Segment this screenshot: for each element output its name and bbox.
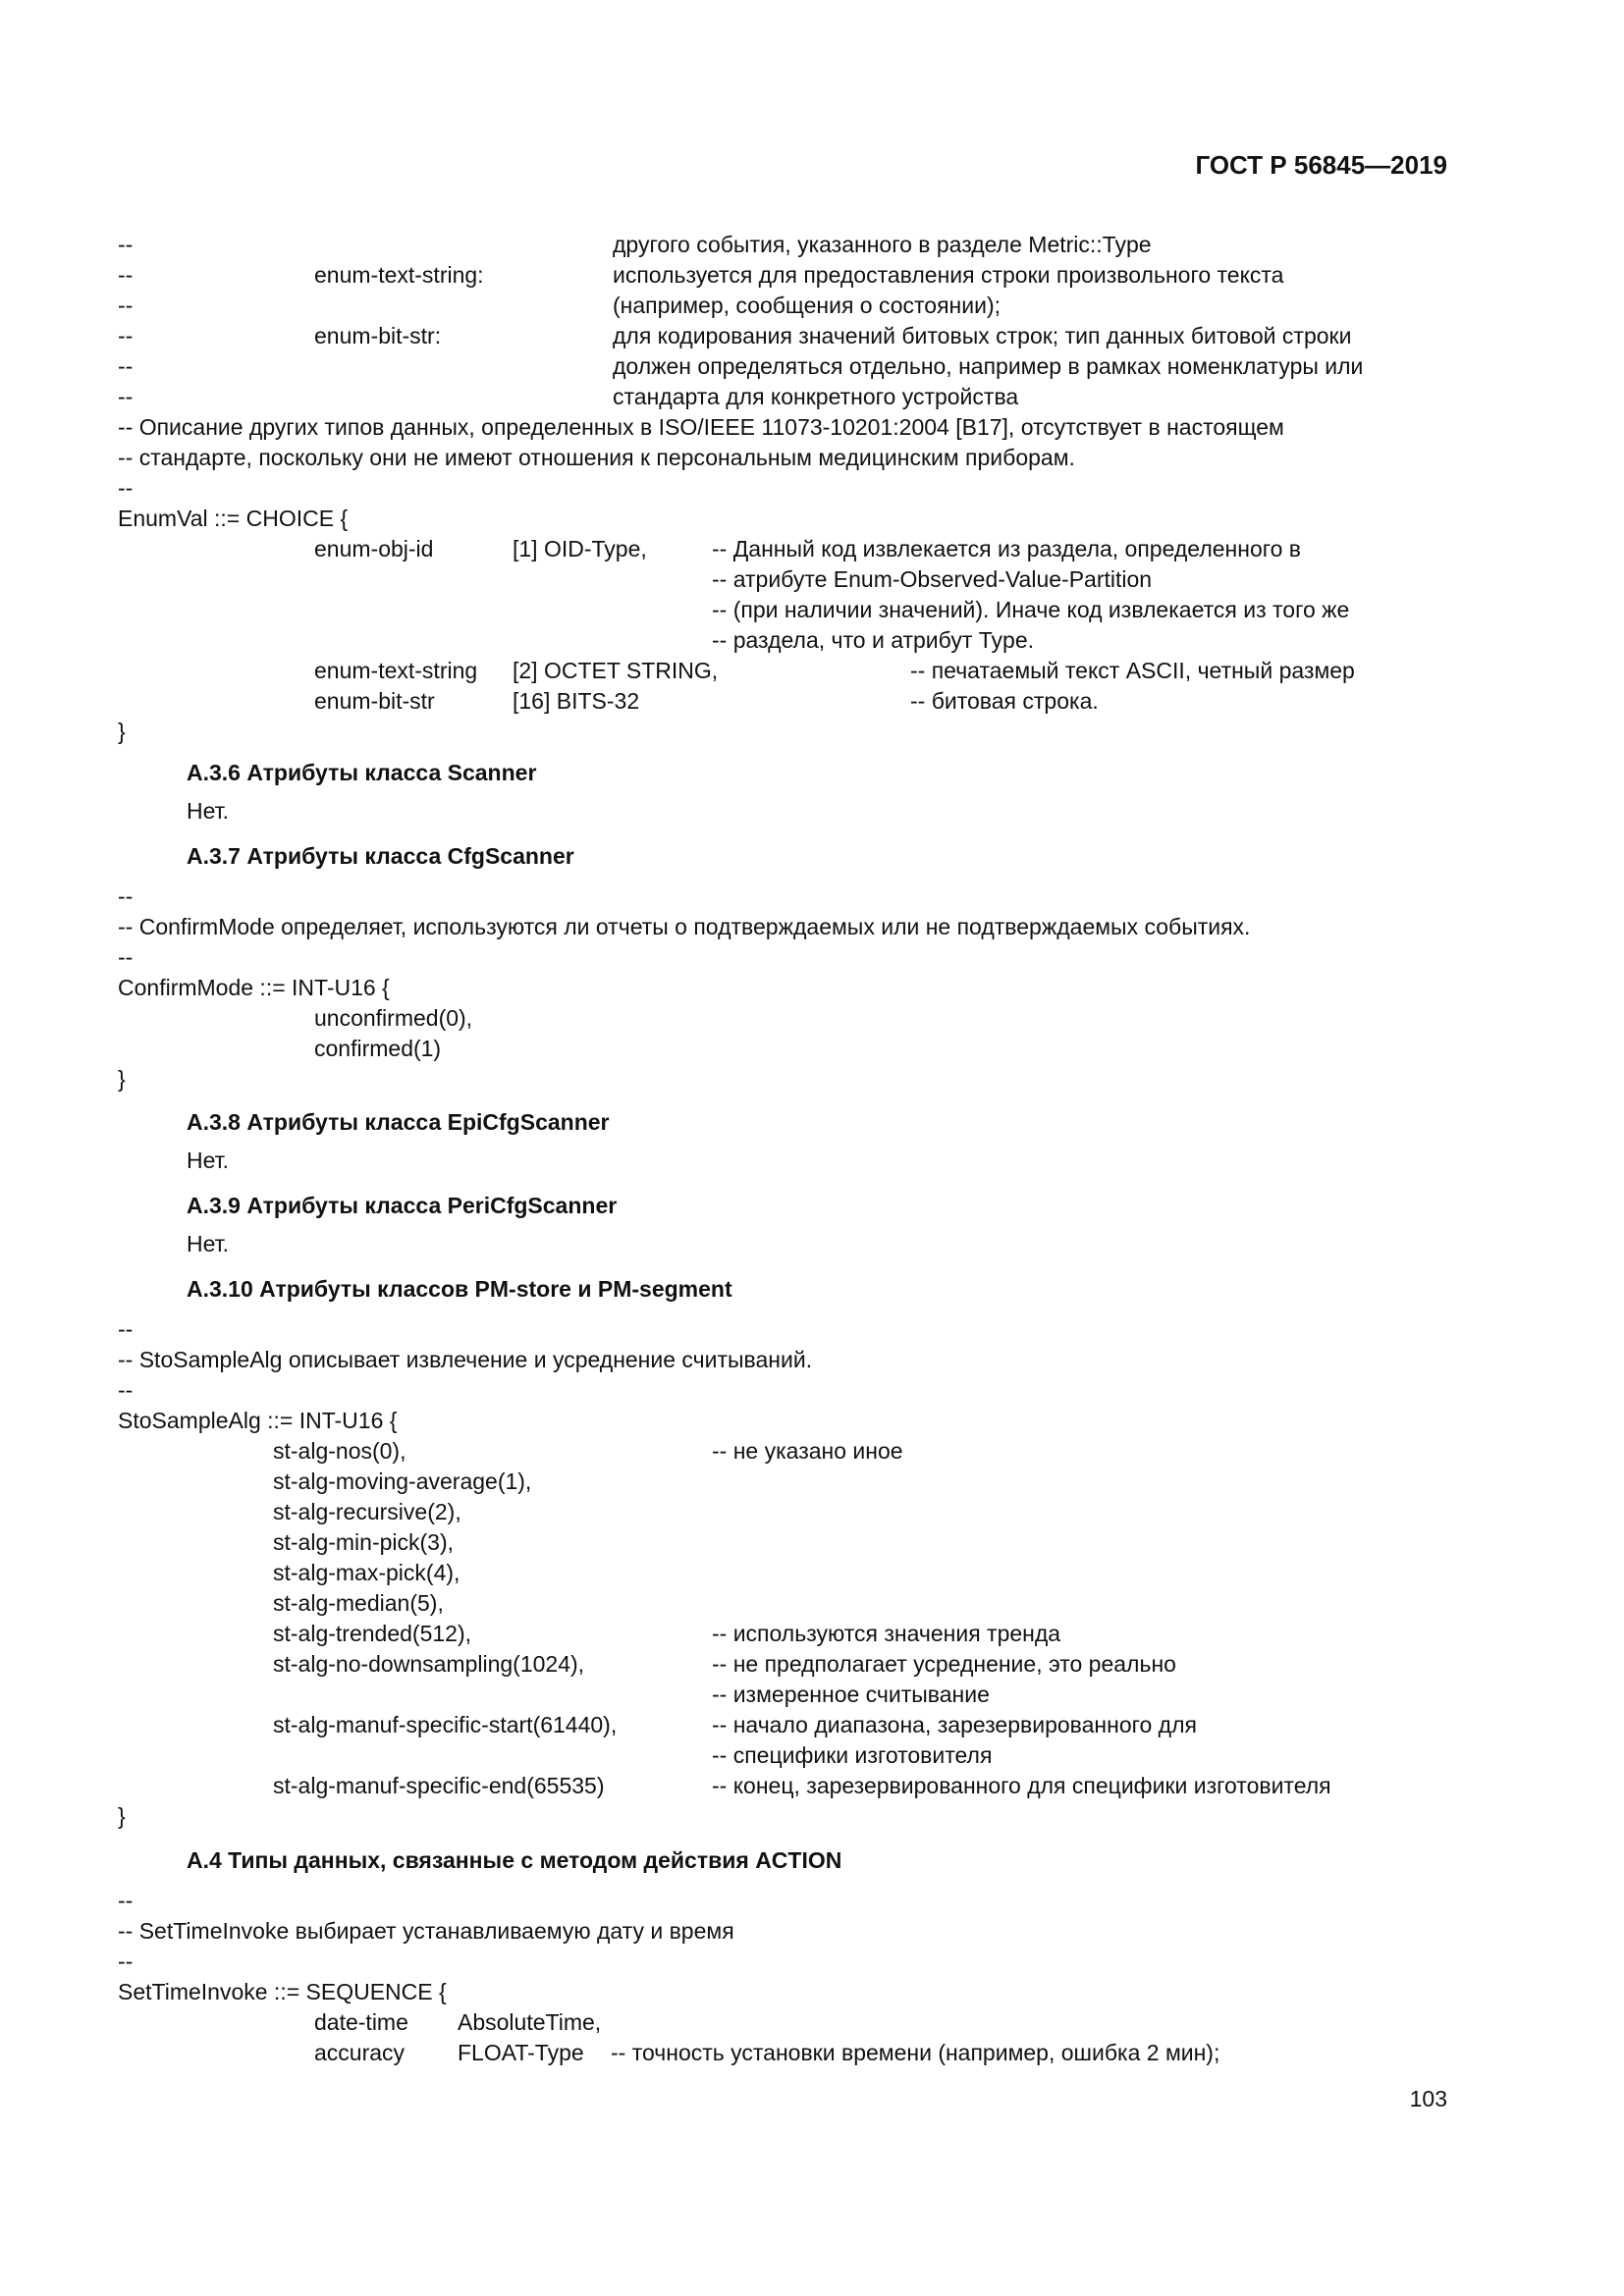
code-type-definition: EnumVal ::= CHOICE {: [118, 506, 349, 531]
code-comment-line: --: [118, 475, 134, 501]
code-comment-line: -- стандарте, поскольку они не имеют отношения к персональным медицинским приборам.: [118, 445, 1075, 470]
code-comment-text: -- измеренное считывание: [712, 1682, 990, 1707]
code-enum-item: st-alg-max-pick(4),: [273, 1560, 460, 1585]
code-comment-text: -- (при наличии значений). Иначе код извлекается из того же: [712, 597, 1350, 622]
code-comment-text: должен определяться отдельно, например в рамках номенклатуры или: [613, 353, 1364, 379]
code-comment-text: используется для предоставления строки произвольного текста: [613, 262, 1284, 288]
document-header: ГОСТ Р 56845—2019: [1195, 150, 1447, 180]
code-comment-text: -- используются значения тренда: [712, 1621, 1061, 1646]
code-comment-text: -- специфики изготовителя: [712, 1742, 993, 1768]
code-comment-text: -- раздела, что и атрибут Type.: [712, 627, 1034, 653]
code-type-definition: ConfirmMode ::= INT-U16 {: [118, 975, 390, 1000]
page-number: 103: [1409, 2086, 1447, 2111]
code-comment-line: -- SetTimeInvoke выбирает устанавливаемую дату и время: [118, 1918, 734, 1944]
code-enum-item: st-alg-nos(0),: [273, 1438, 406, 1464]
section-heading: А.4 Типы данных, связанные с методом действия ACTION: [187, 1847, 842, 1873]
code-enum-item: st-alg-manuf-specific-end(65535): [273, 1773, 605, 1798]
code-field-type: AbsoluteTime,: [458, 2009, 602, 2035]
code-comment-text: -- не предполагает усреднение, это реально: [712, 1651, 1176, 1677]
code-type-definition: StoSampleAlg ::= INT-U16 {: [118, 1408, 398, 1433]
section-heading: А.3.7 Атрибуты класса CfgScanner: [187, 843, 574, 869]
code-type-definition: SetTimeInvoke ::= SEQUENCE {: [118, 1979, 447, 2004]
code-comment-text: -- конец, зарезервированного для специфики изготовителя: [712, 1773, 1331, 1798]
code-enum-item: st-alg-recursive(2),: [273, 1499, 461, 1524]
code-comment-text: (например, сообщения о состоянии);: [613, 293, 1001, 318]
code-comment-field: enum-bit-str:: [314, 323, 442, 348]
code-close-brace: }: [118, 1803, 126, 1829]
section-heading: А.3.10 Атрибуты классов PM-store и PM-segment: [187, 1276, 732, 1302]
code-close-brace: }: [118, 719, 126, 744]
code-comment-text: -- печатаемый текст ASCII, четный размер: [910, 658, 1355, 683]
section-heading: А.3.9 Атрибуты класса PeriCfgScanner: [187, 1193, 618, 1218]
code-close-brace: }: [118, 1066, 126, 1092]
code-comment-line: --: [118, 353, 134, 379]
code-field-name: enum-obj-id: [314, 536, 434, 561]
code-enum-item: st-alg-moving-average(1),: [273, 1468, 532, 1494]
code-enum-item: st-alg-min-pick(3),: [273, 1529, 455, 1555]
code-comment-text: -- битовая строка.: [910, 688, 1099, 714]
code-comment-text: -- начало диапазона, зарезервированного для: [712, 1712, 1197, 1737]
code-comment-line: --: [118, 1949, 134, 1974]
code-comment-line: --: [118, 1888, 134, 1913]
code-field-type: [16] BITS-32: [513, 688, 640, 714]
code-comment-line: -- Описание других типов данных, определенных в ISO/IEEE 11073-10201:2004 [B17], отсутствует в настоящем: [118, 414, 1284, 440]
code-field-type: [1] OID-Type,: [513, 536, 647, 561]
code-comment-line: --: [118, 262, 134, 288]
code-field-name: enum-bit-str: [314, 688, 435, 714]
code-field-name: date-time: [314, 2009, 408, 2035]
section-heading: А.3.6 Атрибуты класса Scanner: [187, 760, 537, 785]
code-comment-line: --: [118, 944, 134, 970]
code-comment-text: для кодирования значений битовых строк; тип данных битовой строки: [613, 323, 1352, 348]
code-comment-text: стандарта для конкретного устройства: [613, 384, 1019, 409]
code-enum-item: st-alg-median(5),: [273, 1590, 444, 1616]
code-enum-item: unconfirmed(0),: [314, 1005, 473, 1031]
code-field-type: FLOAT-Type: [458, 2040, 584, 2065]
code-field-name: accuracy: [314, 2040, 406, 2065]
code-comment-line: -- StoSampleAlg описывает извлечение и усреднение считываний.: [118, 1347, 813, 1372]
code-comment-text: -- Данный код извлекается из раздела, определенного в: [712, 536, 1302, 561]
code-comment-line: --: [118, 384, 134, 409]
body-text: Нет.: [187, 1231, 230, 1256]
code-comment-field: enum-text-string:: [314, 262, 484, 288]
code-comment-text: -- атрибуте Enum-Observed-Value-Partition: [712, 566, 1153, 592]
code-comment-line: --: [118, 1377, 134, 1403]
code-enum-item: st-alg-trended(512),: [273, 1621, 471, 1646]
body-text: Нет.: [187, 798, 230, 824]
code-comment-line: -- ConfirmMode определяет, используются ли отчеты о подтверждаемых или не подтверждаемых событиях.: [118, 914, 1251, 939]
code-field-type: [2] OCTET STRING,: [513, 658, 719, 683]
code-field-name: enum-text-string: [314, 658, 478, 683]
code-comment-line: --: [118, 293, 134, 318]
code-comment-text: -- не указано иное: [712, 1438, 903, 1464]
code-comment-text: -- точность установки времени (например, ошибка 2 мин);: [611, 2040, 1220, 2065]
body-text: Нет.: [187, 1148, 230, 1173]
code-comment-line: --: [118, 323, 134, 348]
code-comment-line: --: [118, 232, 134, 257]
code-enum-item: confirmed(1): [314, 1036, 442, 1061]
code-comment-line: --: [118, 883, 134, 909]
code-enum-item: st-alg-manuf-specific-start(61440),: [273, 1712, 618, 1737]
section-heading: А.3.8 Атрибуты класса EpiCfgScanner: [187, 1109, 610, 1135]
code-comment-text: другого события, указанного в разделе Metric::Type: [613, 232, 1152, 257]
code-enum-item: st-alg-no-downsampling(1024),: [273, 1651, 585, 1677]
code-comment-line: --: [118, 1316, 134, 1342]
